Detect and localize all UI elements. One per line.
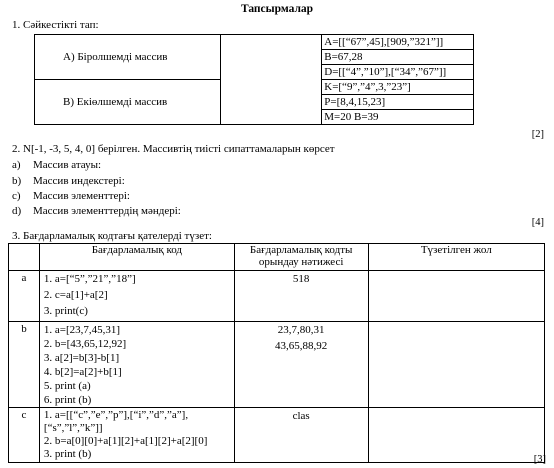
code-table xyxy=(8,243,545,463)
q3-score: [3] xyxy=(533,454,546,465)
q1-heading: 1. Сәйкестікті тап: xyxy=(12,19,99,31)
q2-item-c: c) Массив элементтері: xyxy=(12,190,130,202)
q2-item-d: d) Массив элементтердің мәндері: xyxy=(12,205,181,217)
two-dimensional-label: В) Екіөлшемді массив xyxy=(35,80,221,125)
one-dimensional-label: А) Біролшемді массив xyxy=(35,35,221,80)
q2-item-b: b) Массив индекстері: xyxy=(12,175,125,187)
q3-heading: 3. Бағдарламалық кодтағы қателерді түзет: xyxy=(12,230,212,242)
option-b: B=67,28 xyxy=(322,50,474,65)
row-key-c: c xyxy=(9,408,40,463)
header-key xyxy=(9,244,40,271)
fixed-cell-c[interactable] xyxy=(368,408,544,463)
option-k: K=[“9”,”4”,3,”23”] xyxy=(322,80,474,95)
matching-table xyxy=(34,34,474,125)
header-code: Бағдарламалық код xyxy=(39,244,234,271)
header-result: Бағдарламалық кодты орындау нәтижесі xyxy=(234,244,368,271)
header-fixed: Түзетілген жол xyxy=(368,244,544,271)
q1-score: [2] xyxy=(531,129,544,140)
option-a: A=[[“67”,45],[909,”321”]] xyxy=(322,35,474,50)
result-cell-b: 23,7,80,31 43,65,88,92 xyxy=(234,322,368,408)
page-title: Тапсырмалар xyxy=(240,3,314,15)
option-p: P=[8,4,15,23] xyxy=(322,95,474,110)
code-cell-c: 1. a=[[“c”,”e”,”p”],[“i”,”d”,”a”], [“s”,”l”,”k”]] 2. b=a[0][0]+a[1][2]+a[1][2]+a[2][0] 3. print (b) xyxy=(39,408,234,463)
answer-cell[interactable] xyxy=(220,35,322,125)
option-m: M=20 B=39 xyxy=(322,110,474,125)
result-cell-a: 518 xyxy=(234,271,368,322)
q2-item-a: a) Массив атауы: xyxy=(12,159,102,171)
option-d: D=[[“4”,”10”],[“34”,”67”]] xyxy=(322,65,474,80)
fixed-cell-a[interactable] xyxy=(368,271,544,322)
row-key-a: a xyxy=(9,271,40,322)
fixed-cell-b[interactable] xyxy=(368,322,544,408)
q2-heading: 2. N[-1, -3, 5, 4, 0] берілген. Массивтің тиісті сипаттамаларын көрсет xyxy=(12,143,335,155)
row-key-b: b xyxy=(9,322,40,408)
code-cell-b: 1. a=[23,7,45,31] 2. b=[43,65,12,92] 3. a[2]=b[3]-b[1] 4. b[2]=a[2]+b[1] 5. print (a) 6. print (b) xyxy=(39,322,234,408)
code-cell-a: 1. a=[“5”,”21”,”18”] 2. c=a[1]+a[2] 3. print(c) xyxy=(39,271,234,322)
result-cell-c: clas xyxy=(234,408,368,463)
q2-score: [4] xyxy=(531,217,544,228)
